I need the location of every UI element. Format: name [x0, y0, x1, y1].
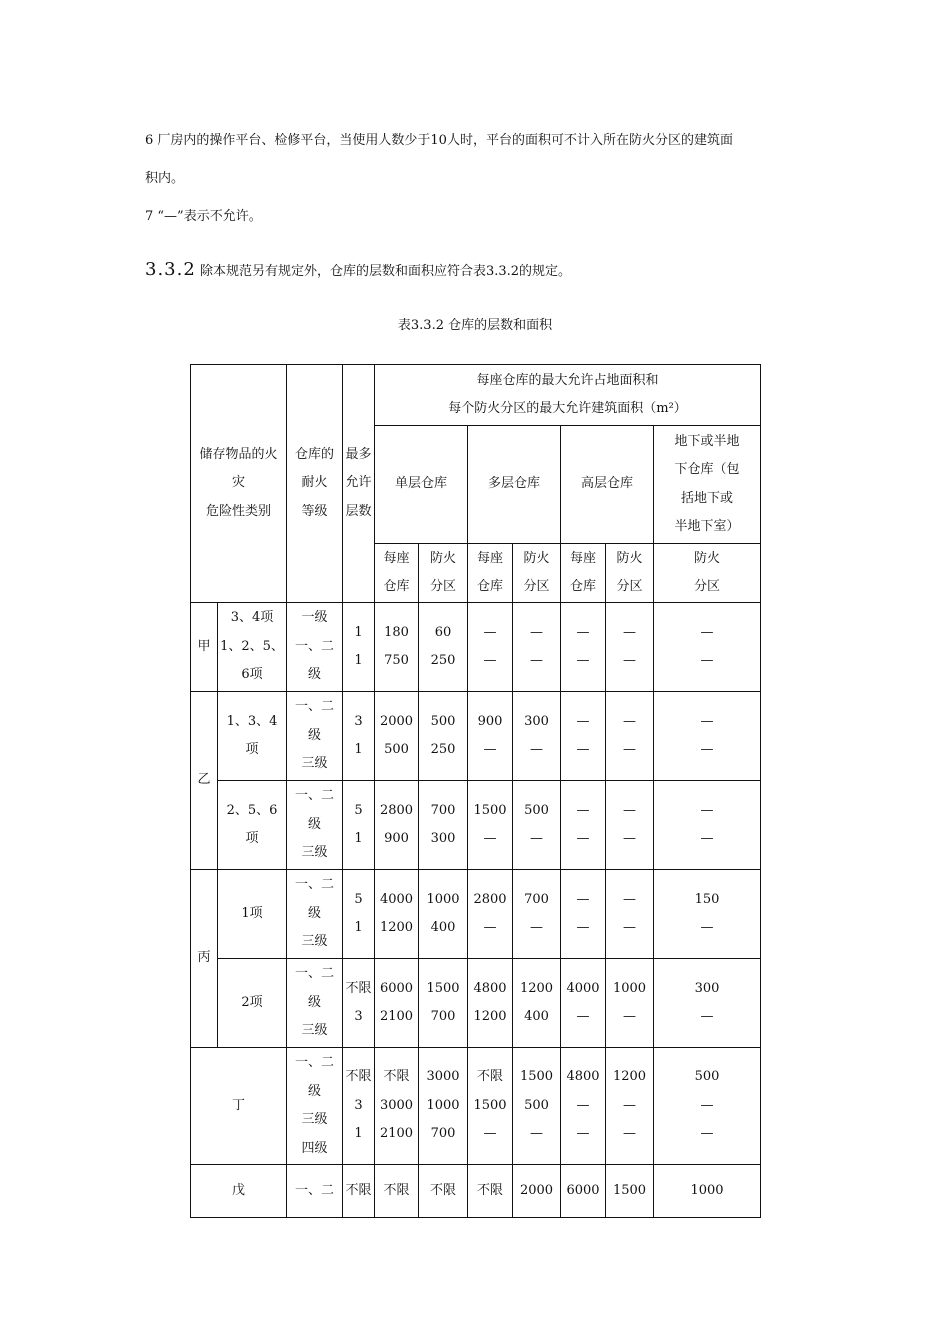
- floors-cell: 不限: [343, 1165, 375, 1218]
- cell-line: —: [530, 831, 544, 846]
- cell-line: 一、二: [295, 1055, 335, 1070]
- cell-line: 危险性类别: [206, 503, 272, 519]
- note-7: 7 “—”表示不允许。: [145, 209, 262, 224]
- floors-cell: [343, 1048, 375, 1165]
- cell-line: 防火: [694, 550, 721, 566]
- cell-line: 1: [354, 920, 363, 935]
- cell-line: —: [576, 920, 590, 935]
- cell-line: 3000: [426, 1069, 460, 1085]
- cell-line: —: [483, 742, 497, 757]
- cell-line: 4800: [566, 1069, 600, 1085]
- cell-line: 仓库: [383, 579, 410, 594]
- cell-line: 分区: [616, 579, 643, 594]
- floors-cell: [343, 603, 375, 692]
- cell-line: 一级: [301, 610, 328, 626]
- value-cell: [468, 603, 513, 692]
- cell-line: 250: [430, 653, 456, 668]
- cell-line: —: [700, 713, 714, 729]
- category-cell: 丁: [191, 1048, 287, 1165]
- cell-line: 2800: [379, 802, 414, 818]
- cell-line: 1500: [426, 980, 460, 996]
- value-cell: [561, 603, 606, 692]
- table-caption: 表3.3.2 仓库的层数和面积: [397, 318, 553, 333]
- cell-line: 级: [308, 994, 322, 1010]
- value-cell: [419, 781, 468, 870]
- cell-line: 三级: [301, 845, 328, 861]
- header-underground: [654, 426, 761, 544]
- cell-line: 半地下室）: [674, 519, 740, 534]
- cell-line: 仓库: [570, 579, 597, 594]
- floors-cell: [343, 781, 375, 870]
- cell-line: 300: [430, 831, 456, 846]
- cell-line: —: [576, 1097, 590, 1113]
- cell-line: 4000: [379, 891, 414, 907]
- cell-line: 三级: [301, 934, 328, 950]
- cell-line: 500: [694, 1069, 720, 1085]
- cell-line: 分区: [523, 579, 550, 594]
- value-cell: 不限: [375, 1165, 419, 1218]
- cell-line: —: [623, 802, 637, 818]
- value-cell: [513, 692, 561, 781]
- cell-line: —: [623, 653, 637, 668]
- warehouse-floors-area-table: [190, 364, 761, 1218]
- cell-line: —: [700, 1009, 714, 1024]
- cell-line: 一、二: [295, 638, 335, 654]
- value-cell: [654, 692, 761, 781]
- cell-line: 1000: [426, 1097, 460, 1113]
- cell-line: —: [623, 1097, 637, 1113]
- value-cell: [513, 781, 561, 870]
- cell-line: 3000: [379, 1097, 414, 1113]
- cell-line: 400: [524, 1009, 549, 1024]
- cell-line: 项: [245, 831, 259, 846]
- value-cell: [375, 692, 419, 781]
- cell-line: —: [530, 742, 544, 757]
- cell-line: —: [623, 624, 637, 640]
- cell-line: 不限: [383, 1069, 410, 1085]
- cell-line: 2项: [241, 994, 263, 1010]
- cell-line: 1200: [519, 980, 554, 996]
- value-cell: [468, 1048, 513, 1165]
- cell-line: —: [530, 1126, 544, 1142]
- cell-line: 每个防火分区的最大允许建筑面积（m²）: [448, 401, 687, 416]
- value-cell: [654, 781, 761, 870]
- value-cell: [468, 959, 513, 1048]
- cell-line: 1: [354, 1126, 363, 1142]
- cell-line: —: [623, 920, 637, 935]
- cell-line: —: [700, 802, 714, 818]
- cell-line: —: [530, 920, 544, 935]
- items-cell: [218, 692, 287, 781]
- cell-line: 三级: [301, 1023, 328, 1039]
- cell-line: —: [483, 831, 497, 846]
- value-cell: [561, 1048, 606, 1165]
- cell-line: 允许: [345, 475, 372, 491]
- header-high-per-building: [561, 544, 606, 603]
- note-6-line-1: 6 厂房内的操作平台、检修平台，当使用人数少于10人时，平台的面积可不计入所在防火分区的建筑面: [145, 133, 733, 148]
- cell-line: 防火: [430, 550, 457, 566]
- cell-line: 1项: [241, 905, 263, 921]
- cell-line: 2000: [379, 713, 414, 729]
- cell-line: 1、2、5、: [220, 638, 284, 654]
- value-cell: 不限: [419, 1165, 468, 1218]
- category-cell: 戊: [191, 1165, 287, 1218]
- value-cell: [419, 1048, 468, 1165]
- cell-line: 下仓库（包: [674, 462, 740, 477]
- cell-line: 耐火: [301, 475, 328, 491]
- cell-line: —: [483, 624, 497, 640]
- cell-line: —: [700, 624, 714, 640]
- cell-line: 2100: [379, 1009, 414, 1024]
- cell-line: 级: [308, 816, 322, 832]
- header-single-per-building: [375, 544, 419, 603]
- table-row: [191, 870, 761, 959]
- cell-line: 700: [430, 802, 456, 818]
- category-cell: 丙: [191, 870, 218, 1048]
- header-single-story: 单层仓库: [375, 426, 468, 544]
- cell-line: 500: [524, 1097, 549, 1113]
- cell-line: 250: [430, 742, 456, 757]
- cell-line: 最多: [345, 446, 372, 462]
- cell-line: 2100: [379, 1126, 414, 1142]
- cell-line: 2、5、6: [226, 802, 278, 818]
- cell-line: 3: [354, 1009, 363, 1024]
- value-cell: 1500: [606, 1165, 654, 1218]
- header-category: [191, 365, 287, 603]
- cell-line: 四级: [301, 1140, 328, 1156]
- cell-line: 500: [524, 802, 549, 818]
- cell-line: 地下或半地: [674, 433, 740, 449]
- value-cell: [561, 692, 606, 781]
- value-cell: [419, 603, 468, 692]
- header-area-title: [375, 365, 761, 426]
- items-cell: [218, 870, 287, 959]
- cell-line: —: [623, 891, 637, 907]
- cell-line: 分区: [694, 579, 721, 594]
- cell-line: 180: [384, 624, 409, 640]
- cell-line: 仓库: [477, 579, 504, 594]
- value-cell: [513, 959, 561, 1048]
- cell-line: 3: [354, 1097, 363, 1113]
- cell-line: 500: [430, 713, 456, 729]
- cell-line: 3: [354, 713, 363, 729]
- cell-line: 2800: [473, 891, 507, 907]
- cell-line: —: [623, 742, 637, 757]
- value-cell: [606, 781, 654, 870]
- rating-cell: [287, 870, 343, 959]
- rating-cell: [287, 692, 343, 781]
- cell-line: 4000: [566, 980, 600, 996]
- value-cell: [654, 1048, 761, 1165]
- value-cell: [606, 603, 654, 692]
- cell-line: 每座: [570, 550, 597, 566]
- cell-line: 级: [308, 727, 322, 743]
- cell-line: 括地下或: [681, 490, 734, 506]
- cell-line: 700: [524, 891, 549, 907]
- header-high-rise: 高层仓库: [561, 426, 654, 544]
- cell-line: 6000: [379, 980, 414, 996]
- cell-line: 等级: [301, 503, 328, 519]
- cell-line: 一、二: [295, 699, 335, 715]
- header-fire-rating: [287, 365, 343, 603]
- cell-line: 750: [384, 653, 409, 668]
- cell-line: 3、4项: [230, 610, 274, 626]
- table-row: [191, 692, 761, 781]
- cell-line: —: [700, 831, 714, 846]
- cell-line: 储存物品的火: [199, 446, 278, 462]
- cell-line: —: [700, 1097, 714, 1113]
- rating-cell: [287, 781, 343, 870]
- cell-line: 400: [430, 920, 456, 935]
- cell-line: 6项: [241, 667, 263, 683]
- cell-line: 4800: [473, 980, 507, 996]
- rating-cell: [287, 1048, 343, 1165]
- cell-line: 不限: [477, 1069, 504, 1085]
- cell-line: —: [576, 831, 590, 846]
- cell-line: 一、二: [295, 966, 335, 982]
- cell-line: 1200: [473, 1009, 507, 1024]
- cell-line: —: [530, 624, 544, 640]
- items-cell: [218, 959, 287, 1048]
- cell-line: 项: [245, 742, 259, 757]
- cell-line: —: [623, 1126, 637, 1142]
- cell-line: 三级: [301, 1112, 328, 1127]
- cell-line: —: [576, 1009, 590, 1024]
- cell-line: 5: [354, 891, 363, 907]
- cell-line: 三级: [301, 756, 328, 772]
- cell-line: —: [700, 653, 714, 668]
- cell-line: 1: [354, 624, 363, 640]
- cell-line: 防火: [523, 550, 550, 566]
- items-cell: [218, 781, 287, 870]
- cell-line: 1200: [612, 1069, 647, 1085]
- value-cell: [375, 870, 419, 959]
- cell-line: 1500: [519, 1069, 554, 1085]
- cell-line: 仓库的: [295, 446, 335, 462]
- cell-line: —: [576, 624, 590, 640]
- cell-line: 一、二: [295, 877, 335, 893]
- cell-line: —: [483, 920, 497, 935]
- value-cell: [561, 781, 606, 870]
- cell-line: 1000: [426, 891, 460, 907]
- cell-line: —: [623, 831, 637, 846]
- header-underground-fire-zone: [654, 544, 761, 603]
- section-number: 3.3.2: [145, 259, 196, 280]
- cell-line: 分区: [430, 579, 457, 594]
- header-single-fire-zone: [419, 544, 468, 603]
- rating-cell: [287, 603, 343, 692]
- cell-line: 300: [694, 980, 720, 996]
- value-cell: [654, 603, 761, 692]
- cell-line: 700: [430, 1009, 456, 1024]
- table-row: [191, 959, 761, 1048]
- cell-line: 级: [308, 667, 322, 683]
- value-cell: [468, 692, 513, 781]
- table-row: [191, 1048, 761, 1165]
- value-cell: [468, 870, 513, 959]
- cell-line: 不限: [345, 1069, 372, 1085]
- cell-line: 层数: [345, 503, 372, 519]
- cell-line: 1000: [612, 980, 647, 996]
- value-cell: [468, 781, 513, 870]
- cell-line: —: [623, 713, 637, 729]
- value-cell: 不限: [468, 1165, 513, 1218]
- value-cell: [513, 603, 561, 692]
- cell-line: 1500: [473, 802, 507, 818]
- value-cell: [375, 603, 419, 692]
- value-cell: [375, 781, 419, 870]
- header-max-floors: [343, 365, 375, 603]
- cell-line: 1: [354, 742, 363, 757]
- cell-line: 每座仓库的最大允许占地面积和: [476, 372, 659, 388]
- cell-line: —: [576, 802, 590, 818]
- cell-line: 不限: [345, 980, 372, 996]
- section-3-3-2: [145, 259, 571, 280]
- cell-line: 700: [430, 1126, 456, 1142]
- cell-line: —: [623, 1009, 637, 1024]
- header-multi-story: 多层仓库: [468, 426, 561, 544]
- cell-line: 1500: [473, 1097, 507, 1113]
- cell-line: 1: [354, 831, 363, 846]
- category-cell: 甲: [191, 603, 218, 692]
- cell-line: —: [483, 653, 497, 668]
- value-cell: 6000: [561, 1165, 606, 1218]
- cell-line: 一、二: [295, 788, 335, 804]
- floors-cell: [343, 870, 375, 959]
- header-high-fire-zone: [606, 544, 654, 603]
- cell-line: —: [483, 1126, 497, 1142]
- value-cell: [606, 692, 654, 781]
- cell-line: 300: [524, 713, 549, 729]
- value-cell: [654, 870, 761, 959]
- value-cell: [513, 870, 561, 959]
- cell-line: 灾: [232, 475, 246, 491]
- value-cell: [606, 959, 654, 1048]
- table-row: [191, 1165, 761, 1218]
- table-row: [191, 781, 761, 870]
- cell-line: 每座: [383, 550, 410, 566]
- cell-line: —: [530, 653, 544, 668]
- value-cell: [561, 959, 606, 1048]
- value-cell: [606, 870, 654, 959]
- items-cell: [218, 603, 287, 692]
- cell-line: 900: [384, 831, 409, 846]
- cell-line: —: [576, 653, 590, 668]
- value-cell: 2000: [513, 1165, 561, 1218]
- value-cell: [375, 959, 419, 1048]
- cell-line: —: [576, 1126, 590, 1142]
- cell-line: 每座: [477, 550, 504, 566]
- floors-cell: [343, 692, 375, 781]
- cell-line: 防火: [616, 550, 643, 566]
- cell-line: 1、3、4: [226, 713, 278, 729]
- value-cell: [561, 870, 606, 959]
- cell-line: —: [700, 920, 714, 935]
- cell-line: 1: [354, 653, 363, 668]
- section-text: 除本规范另有规定外，仓库的层数和面积应符合表3.3.2的规定。: [199, 264, 572, 279]
- cell-line: —: [576, 742, 590, 757]
- value-cell: [654, 959, 761, 1048]
- cell-line: 1200: [379, 920, 414, 935]
- note-6-line-2: 积内。: [145, 171, 185, 186]
- value-cell: [375, 1048, 419, 1165]
- cell-line: 5: [354, 802, 363, 818]
- header-multi-fire-zone: [513, 544, 561, 603]
- cell-line: 级: [308, 1083, 322, 1099]
- floors-cell: [343, 959, 375, 1048]
- value-cell: 1000: [654, 1165, 761, 1218]
- cell-line: —: [576, 713, 590, 729]
- value-cell: [419, 959, 468, 1048]
- cell-line: —: [700, 742, 714, 757]
- cell-line: 150: [694, 891, 720, 907]
- cell-line: 60: [434, 624, 452, 640]
- value-cell: [513, 1048, 561, 1165]
- cell-line: 900: [477, 713, 503, 729]
- table-row: [191, 603, 761, 692]
- value-cell: [419, 692, 468, 781]
- rating-cell: 一、二: [287, 1165, 343, 1218]
- value-cell: [606, 1048, 654, 1165]
- cell-line: 级: [308, 905, 322, 921]
- category-cell: 乙: [191, 692, 218, 870]
- rating-cell: [287, 959, 343, 1048]
- cell-line: —: [700, 1126, 714, 1142]
- cell-line: —: [576, 891, 590, 907]
- cell-line: 500: [384, 742, 409, 757]
- value-cell: [419, 870, 468, 959]
- header-multi-per-building: [468, 544, 513, 603]
